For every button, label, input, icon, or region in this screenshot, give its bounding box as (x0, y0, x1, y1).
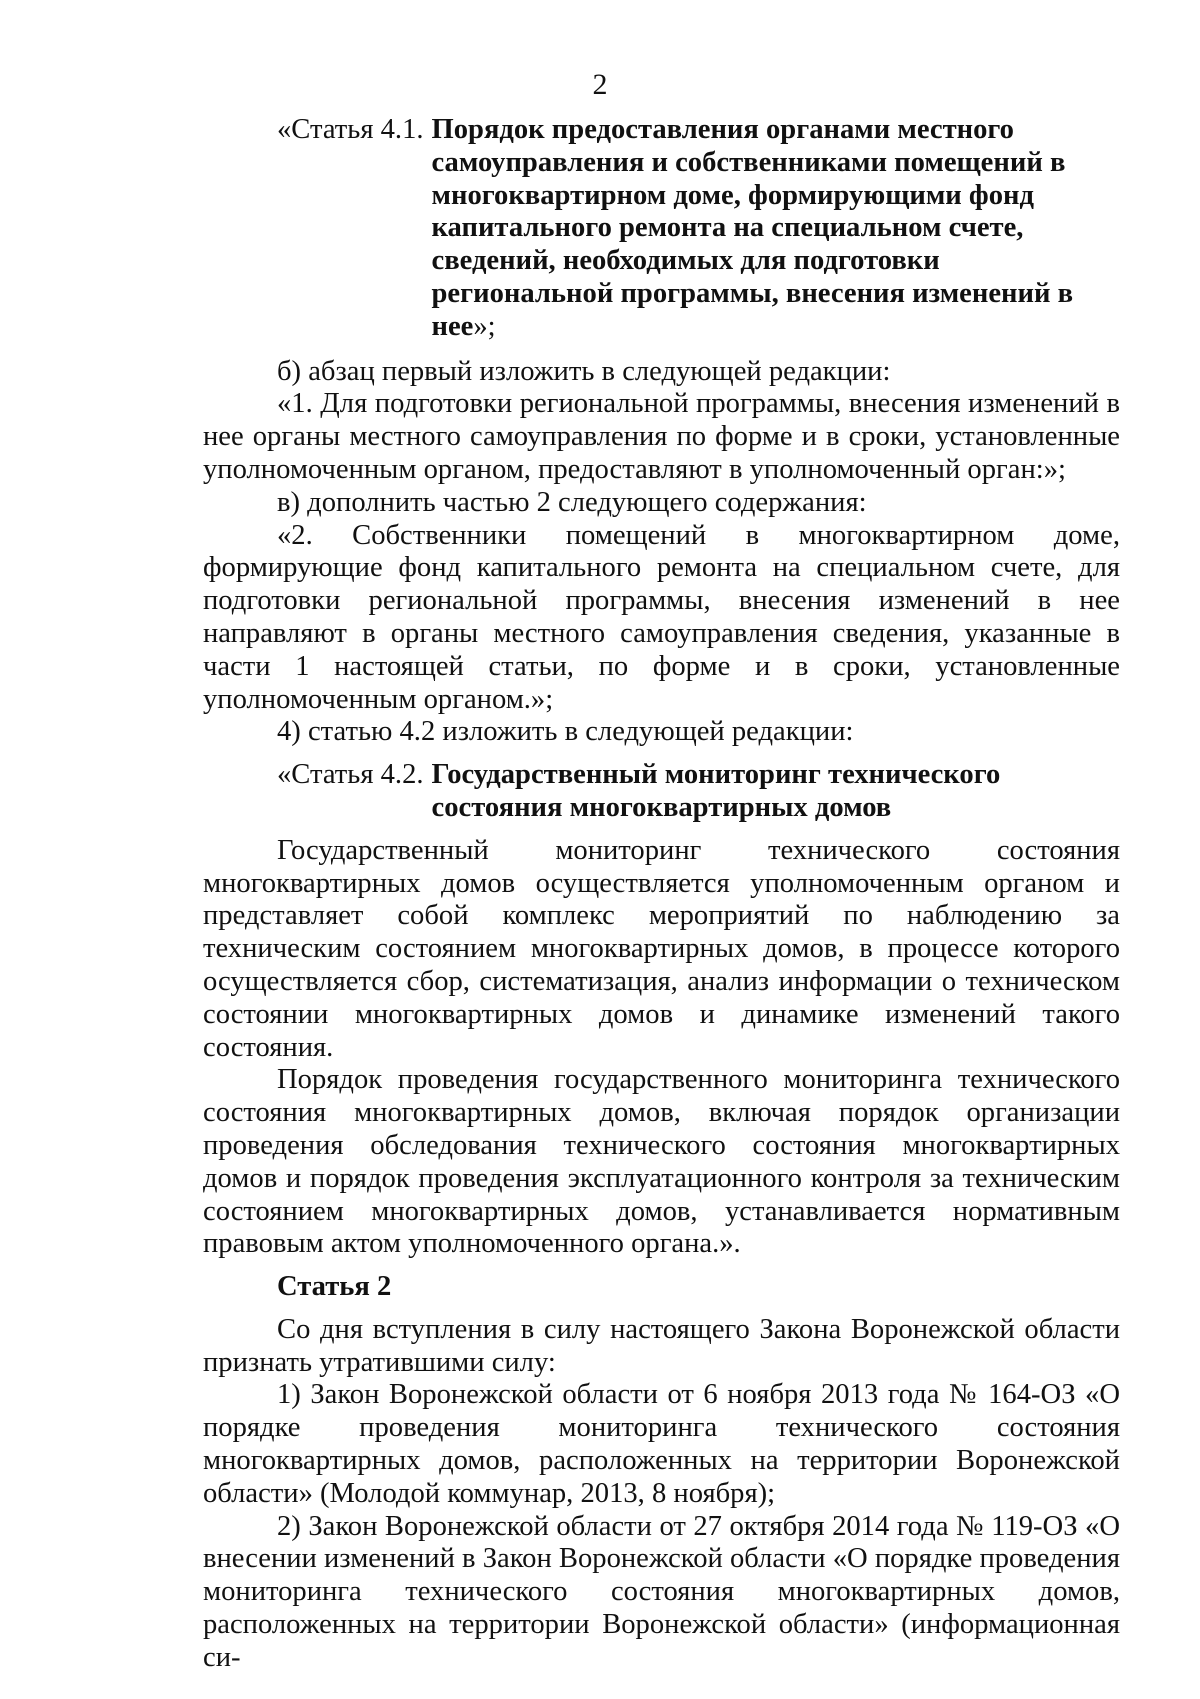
paragraph-b: б) абзац первый изложить в следующей редакции: (277, 355, 891, 387)
page-number: 2 (592, 68, 608, 101)
article-4-2-heading (277, 759, 1120, 825)
paragraph-monitoring-definition: Государственный мониторинг технического состояния многоквартирных домов осуществляется уполномоченным органом и представляет собой комплекс мероприятий по наблюдению за техническим состоянием многоквартирных домов, в процессе которого осуществляется сбор, систематизация, анализ информации о техническом состоянии многоквартирных домов и динамике изменений такого состояния. (203, 834, 1120, 1063)
article-4-1-title: Порядок предоставления органами местного самоуправления и собственниками помещений в многоквартирном доме, формирующими фонд капитального ремонта на специальном счете, сведений, необходимых для подготовки региональной программы, внесения изменений в нее»; (431, 114, 1074, 342)
paragraph-repeal-2: 2) Закон Воронежской области от 27 октября 2014 года № 119-ОЗ «О внесении изменений в Закон Воронежской области «О порядке проведения мониторинга технического состояния многоквартирных домов, расположенных на территории Воронежской области» (информационная си- (203, 1510, 1120, 1673)
paragraph-repeal-intro: Со дня вступления в силу настоящего Закона Воронежской области признать утратившими силу: (203, 1313, 1120, 1378)
document-body (203, 114, 1120, 1675)
paragraph-part-1: «1. Для подготовки региональной программы, внесения изменений в нее органы местного самоуправления по форме и в сроки, установленные уполномоченным органом, предоставляют в уполномоченный орган:»; (203, 388, 1120, 485)
paragraph-monitoring-procedure: Порядок проведения государственного мониторинга технического состояния многоквартирных домов, включая порядок организации проведения обследования технического состояния многоквартирных домов и порядок проведения эксплуатационного контроля за техническим состоянием многоквартирных домов, устанавливается нормативным правовым актом уполномоченного органа.». (203, 1064, 1120, 1260)
paragraph-repeal-1: 1) Закон Воронежской области от 6 ноября 2013 года № 164-ОЗ «О порядке проведения мониторинга технического состояния многоквартирных домов, расположенных на территории Воронежской области» (Молодой коммунар, 2013, 8 ноября); (203, 1379, 1120, 1509)
article-2-heading: Статья 2 (277, 1271, 392, 1303)
article-4-2-label: «Статья 4.2. (277, 759, 424, 791)
paragraph-part-2: «2. Собственники помещений в многоквартирном доме, формирующие фонд капитального ремонта на специальном счете, для подготовки региональной программы, внесения изменений в нее направляют в органы местного самоуправления сведения, указанные в части 1 настоящей статьи, по форме и в сроки, установленные уполномоченным органом.»; (203, 519, 1120, 715)
article-4-2-title: Государственный мониторинг технического состояния многоквартирных домов (431, 759, 1001, 823)
paragraph-v: в) дополнить частью 2 следующего содержания: (277, 486, 867, 518)
article-4-1-label: «Статья 4.1. (277, 114, 424, 145)
paragraph-4: 4) статью 4.2 изложить в следующей редакции: (277, 716, 854, 748)
article-4-1-heading (277, 114, 1120, 344)
